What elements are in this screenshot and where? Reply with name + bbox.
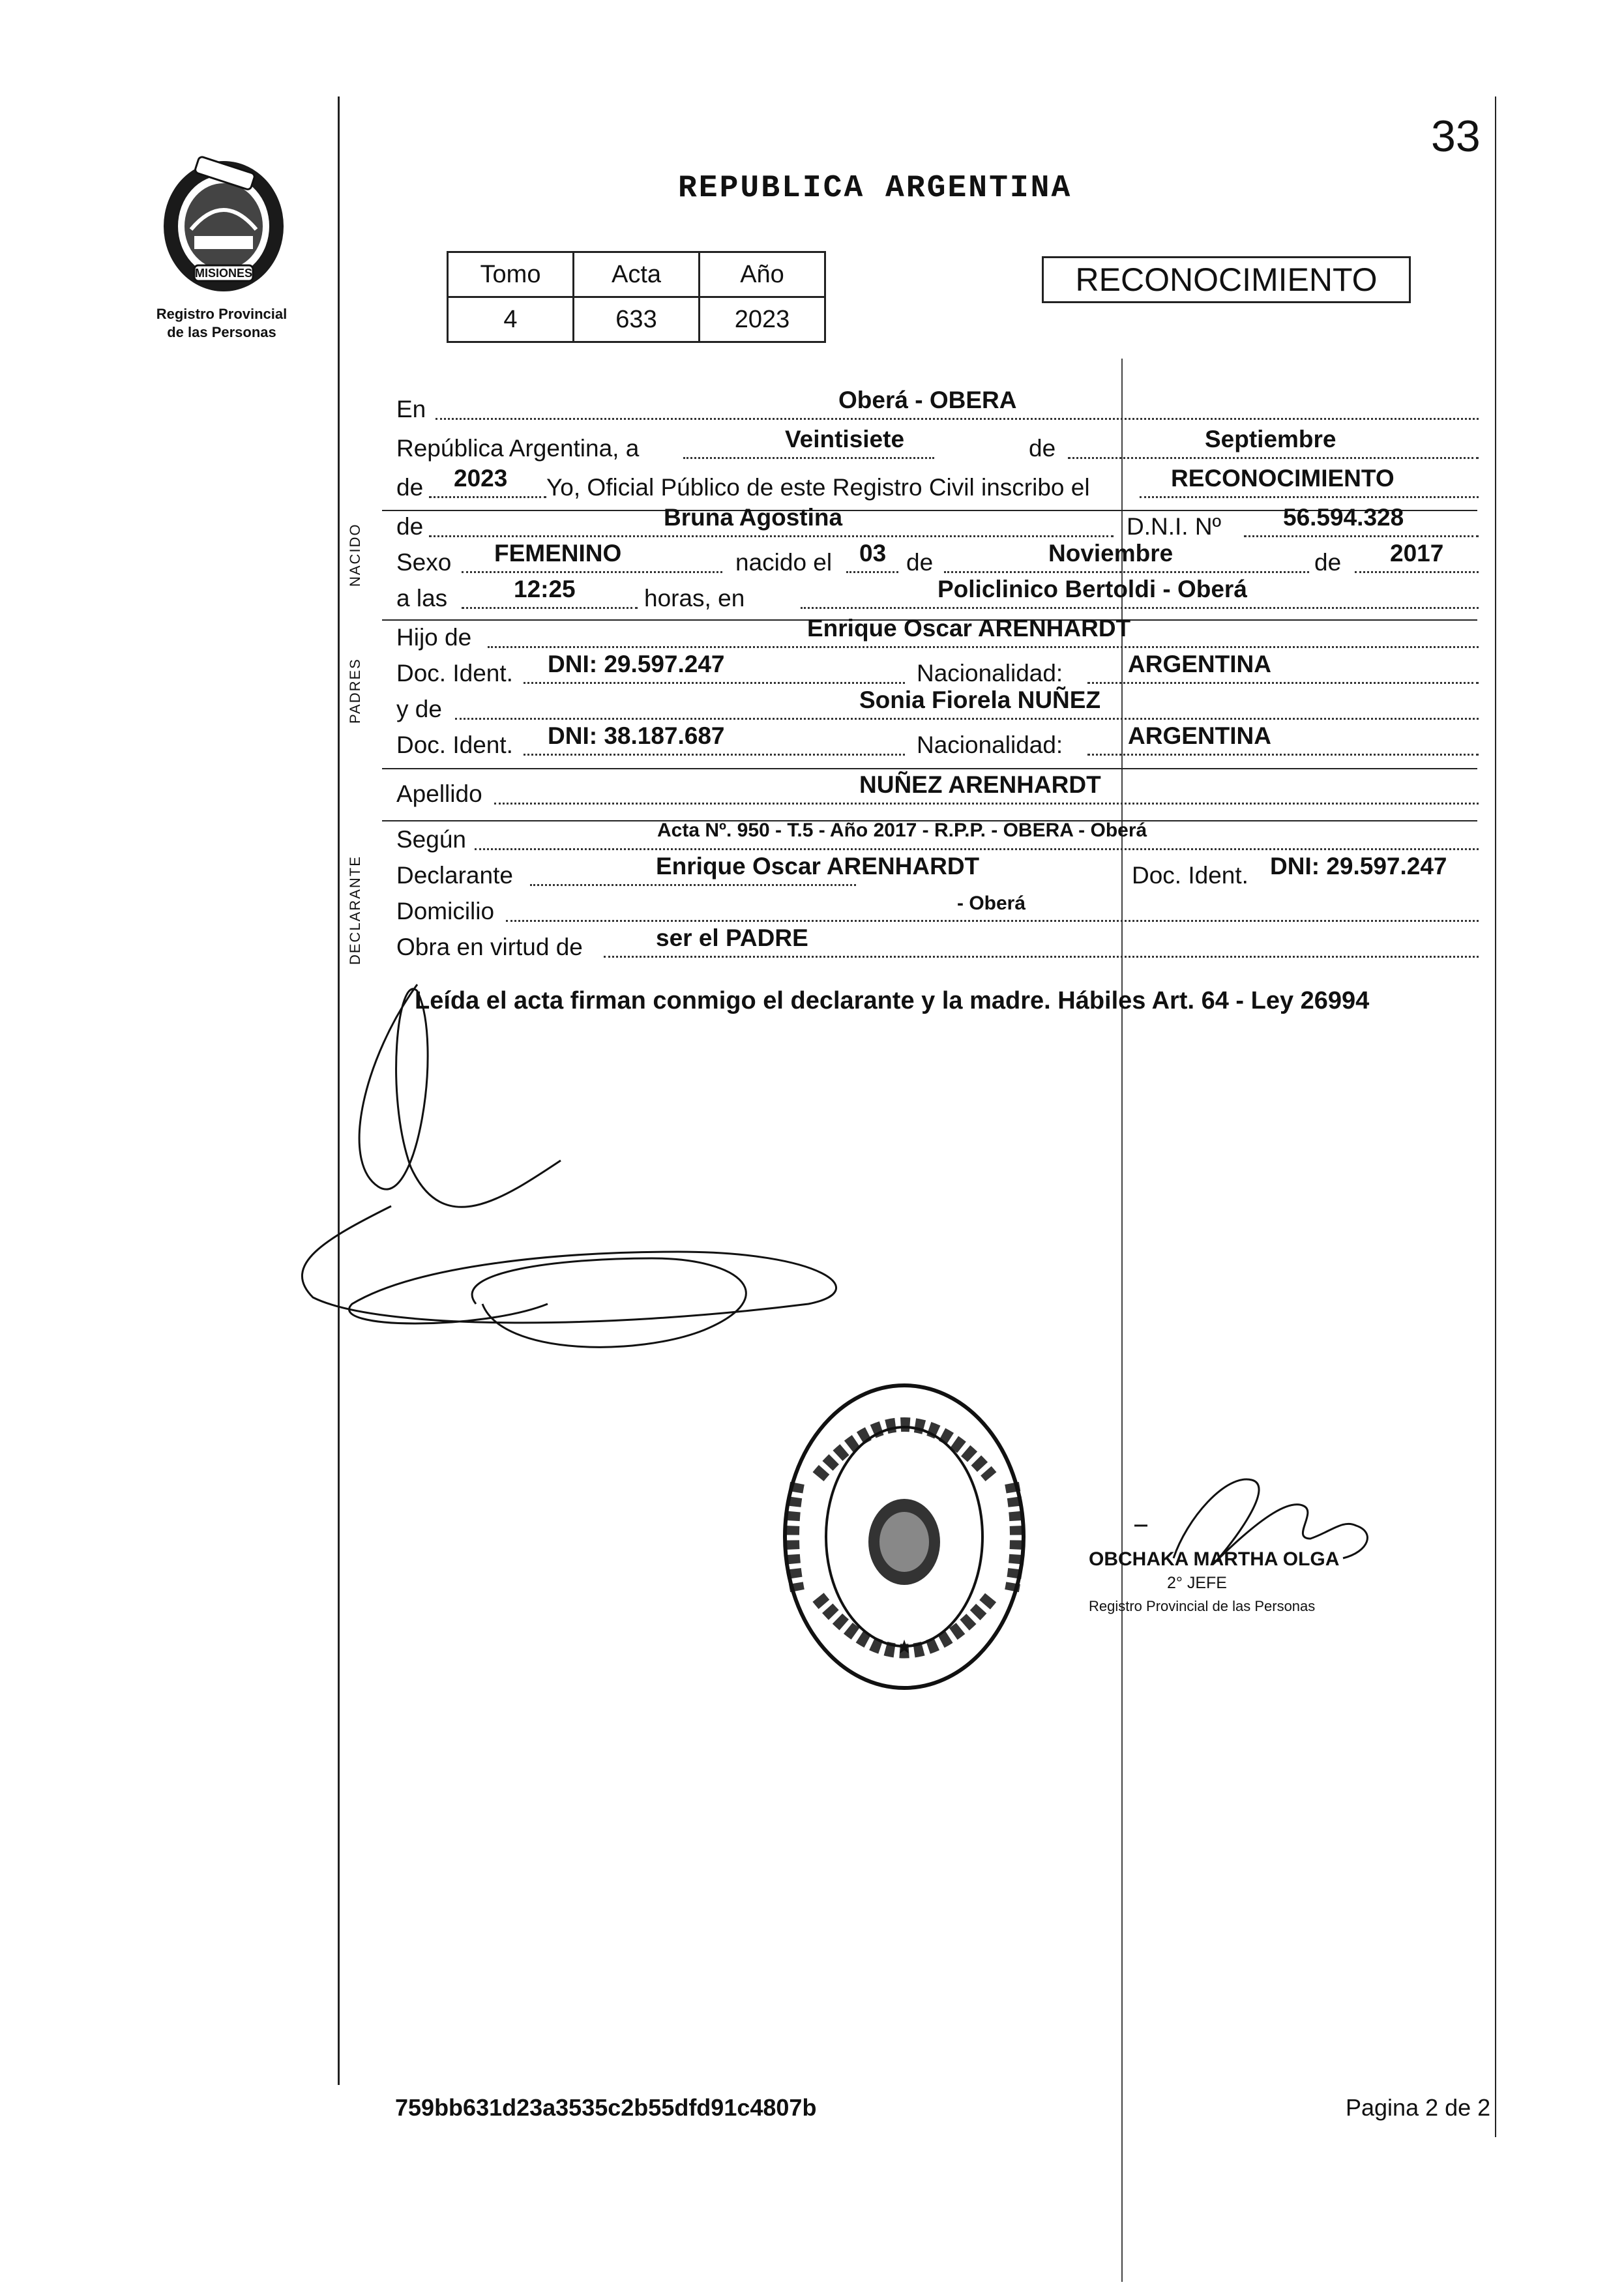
row-declarant <box>396 853 1479 897</box>
label-mother-nationality: Nacionalidad: <box>917 732 1063 758</box>
register-header-anio: Año <box>700 252 825 297</box>
value-act: RECONOCIMIENTO <box>1171 465 1395 492</box>
country-title: REPUBLICA ARGENTINA <box>678 171 1072 206</box>
province-coat-of-arms-logo <box>155 151 292 295</box>
value-domicile: - Oberá <box>957 893 1026 914</box>
right-margin-line <box>1495 96 1496 2137</box>
svg-text:MISIONES: MISIONES <box>194 267 253 280</box>
label-mother-doc: Doc. Ident. <box>396 732 513 758</box>
value-segun: Acta Nº. 950 - T.5 - Año 2017 - R.P.P. - OBERA - Oberá <box>657 820 1147 841</box>
label-en: En <box>396 396 426 422</box>
value-child-name: Bruna Agostina <box>664 504 843 531</box>
section-label-nacido: NACIDO <box>347 523 363 587</box>
value-surname: NUÑEZ ARENHARDT <box>859 771 1101 798</box>
page-indicator: Pagina 2 de 2 <box>1346 2094 1491 2121</box>
value-mother-name: Sonia Fiorela NUÑEZ <box>859 687 1101 713</box>
value-declarant-name: Enrique Oscar ARENHARDT <box>656 853 980 879</box>
value-birth-month: Noviembre <box>1048 540 1174 567</box>
row-domicile <box>396 893 1479 933</box>
register-header-acta: Acta <box>574 252 700 297</box>
value-obra: ser el PADRE <box>656 924 808 951</box>
label-horas: horas, en <box>644 585 745 612</box>
value-father-doc: DNI: 29.597.247 <box>548 651 725 677</box>
register-value-anio: 2023 <box>700 297 825 342</box>
label-father-doc: Doc. Ident. <box>396 660 513 687</box>
official-stamp <box>779 1379 1030 1695</box>
register-header-tomo: Tomo <box>448 252 574 297</box>
officer-name: OBCHAKA MARTHA OLGA <box>1089 1548 1340 1570</box>
label-alas: a las <box>396 585 448 612</box>
label-de-child: de <box>396 513 424 540</box>
value-declarant-doc: DNI: 29.597.247 <box>1270 853 1447 879</box>
label-republica: República Argentina, a <box>396 435 640 462</box>
register-value-acta: 633 <box>574 297 700 342</box>
label-de-birth-year: de <box>1314 549 1342 576</box>
label-hijo: Hijo de <box>396 624 472 651</box>
value-birth-place: Policlinico Bertoldi - Oberá <box>937 576 1247 602</box>
value-birth-day: 03 <box>859 540 887 567</box>
page-number: 33 <box>1431 111 1481 161</box>
label-father-nationality: Nacionalidad: <box>917 660 1063 687</box>
logo-caption <box>124 305 319 342</box>
label-dni: D.N.I. Nº <box>1127 513 1222 540</box>
section-label-padres: PADRES <box>347 658 363 724</box>
value-child-dni: 56.594.328 <box>1283 504 1404 531</box>
row-surname <box>396 771 1479 816</box>
label-sexo: Sexo <box>396 549 452 576</box>
register-table <box>447 251 826 343</box>
value-day: Veintisiete <box>785 426 905 452</box>
row-mother-doc <box>396 722 1479 767</box>
value-place: Oberá - OBERA <box>838 387 1017 413</box>
register-value-tomo: 4 <box>448 297 574 342</box>
value-father-name: Enrique Oscar ARENHARDT <box>807 615 1131 642</box>
label-apellido: Apellido <box>396 780 482 807</box>
row-obra <box>396 924 1479 969</box>
document-hash: 759bb631d23a3535c2b55dfd91c4807b <box>395 2094 817 2121</box>
logo-caption-line2: de las Personas <box>167 324 276 340</box>
value-mother-nationality: ARGENTINA <box>1128 722 1271 749</box>
svg-text:★: ★ <box>896 1637 912 1657</box>
officer-organization: Registro Provincial de las Personas <box>1089 1598 1316 1614</box>
section-divider-apellido <box>382 768 1477 769</box>
label-nacido: nacido el <box>735 549 833 576</box>
label-de-month: de <box>1029 435 1056 462</box>
logo-caption-line1: Registro Provincial <box>156 306 288 322</box>
value-month: Septiembre <box>1205 426 1336 452</box>
officer-title: 2° JEFE <box>1167 1574 1227 1592</box>
value-birth-year: 2017 <box>1390 540 1444 567</box>
label-segun: Según <box>396 826 466 853</box>
declarant-signature <box>287 965 874 1369</box>
label-de-year: de <box>396 474 424 501</box>
label-de-birth-month: de <box>906 549 934 576</box>
act-type-box: RECONOCIMIENTO <box>1042 256 1411 303</box>
label-obra: Obra en virtud de <box>396 934 583 960</box>
official-text: Yo, Oficial Público de este Registro Civil inscribo el <box>546 474 1090 501</box>
label-domicilio: Domicilio <box>396 898 495 924</box>
label-declarant-doc: Doc. Ident. <box>1132 862 1248 889</box>
officer-block <box>1089 1548 1339 1618</box>
value-sexo: FEMENINO <box>494 540 622 567</box>
value-mother-doc: DNI: 38.187.687 <box>548 722 725 749</box>
section-label-declarante: DECLARANTE <box>347 855 363 965</box>
label-declarante: Declarante <box>396 862 513 889</box>
closing-statement: Leída el acta firman conmigo el declarante y la madre. Hábiles Art. 64 - Ley 26994 <box>415 987 1370 1014</box>
value-time: 12:25 <box>514 576 576 602</box>
label-yde: y de <box>396 696 442 722</box>
value-year: 2023 <box>454 465 508 492</box>
value-father-nationality: ARGENTINA <box>1128 651 1271 677</box>
